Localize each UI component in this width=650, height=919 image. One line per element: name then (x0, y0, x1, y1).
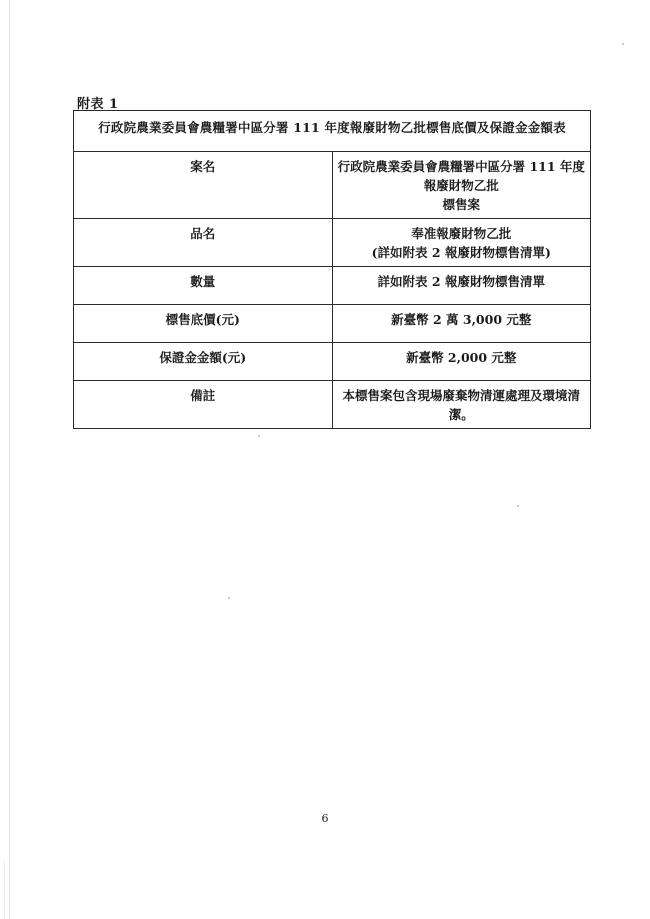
row-label-remarks: 備註 (74, 381, 333, 429)
appendix-label: 附表 1 (77, 97, 119, 112)
bid-price-deposit-table (73, 110, 591, 429)
scan-edge (9, 0, 10, 919)
row-value-quantity (332, 267, 591, 305)
table-row (74, 219, 591, 267)
scan-speck (228, 597, 230, 599)
table-row (74, 152, 591, 219)
row-value-remarks (332, 381, 591, 429)
value-line: 行政院農業委員會農糧署中區分署 111 年度報廢財物乙批 (337, 159, 585, 193)
value-line: 新臺幣 2,000 元整 (406, 350, 517, 365)
scan-edge (4, 860, 5, 919)
row-label-deposit: 保證金金額(元) (74, 343, 333, 381)
row-value-deposit (332, 343, 591, 381)
table-title-row (74, 111, 591, 152)
value-line: 新臺幣 2 萬 3,000 元整 (391, 312, 532, 327)
row-value-case-name (332, 152, 591, 219)
row-value-item-name (332, 219, 591, 267)
row-label-item-name: 品名 (74, 219, 333, 267)
table-row (74, 305, 591, 343)
row-label-quantity: 數量 (74, 267, 333, 305)
table-row (74, 267, 591, 305)
row-value-reserve-price (332, 305, 591, 343)
scan-speck (622, 43, 624, 45)
row-label-case-name: 案名 (74, 152, 333, 219)
scan-speck (258, 435, 260, 437)
value-line: (詳如附表 2 報廢財物標售清單) (371, 245, 551, 260)
value-line: 標售案 (442, 197, 480, 212)
scan-speck (517, 505, 519, 507)
page-number: 6 (321, 812, 329, 825)
row-label-reserve-price: 標售底價(元) (74, 305, 333, 343)
value-line: 詳如附表 2 報廢財物標售清單 (377, 274, 545, 289)
table-title: 行政院農業委員會農糧署中區分署 111 年度報廢財物乙批標售底價及保證金金額表 (74, 111, 591, 152)
table-row (74, 381, 591, 429)
value-line: 奉准報廢財物乙批 (411, 226, 512, 241)
table-row (74, 343, 591, 381)
value-line: 本標售案包含現場廢棄物清運處理及環境清潔。 (342, 388, 580, 422)
